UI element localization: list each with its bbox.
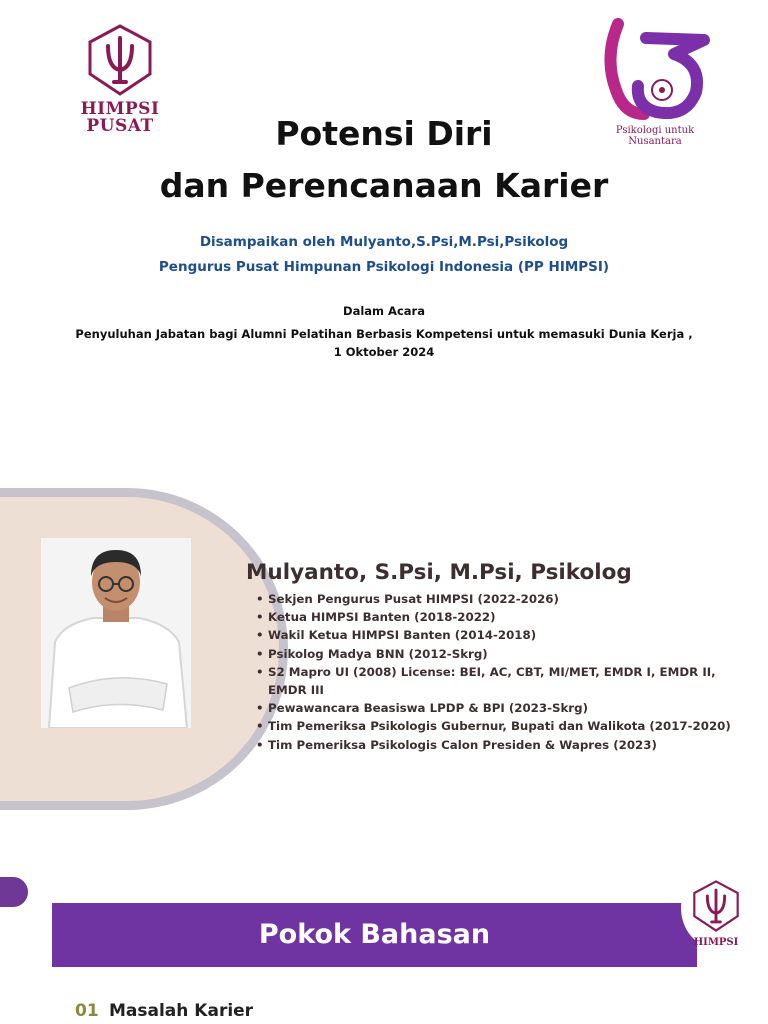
decorative-tab	[0, 877, 28, 907]
credential-item: • Psikolog Madya BNN (2012-Skrg)	[256, 645, 756, 663]
speaker-portrait-icon	[41, 538, 191, 728]
credential-item: • Sekjen Pengurus Pusat HIMPSI (2022-2026)	[256, 590, 756, 608]
page-title-line2: dan Perencanaan Karier	[159, 166, 609, 205]
small-logo-text: HIMPSI	[693, 937, 739, 948]
event-date: 1 Oktober 2024	[333, 345, 435, 359]
agenda-item-label: Masalah Karier	[109, 1001, 254, 1021]
trident-emblem-icon	[84, 24, 156, 96]
credential-item: • Tim Pemeriksa Psikologis Calon Presiden & Wapres (2023)	[256, 736, 756, 754]
credential-item: • Pewawancara Beasiswa LPDP & BPI (2023-Skrg)	[256, 699, 756, 717]
speaker-photo	[41, 538, 191, 728]
logo-text-pusat: PUSAT	[86, 116, 154, 136]
logo-text-himpsi: HIMPSI	[80, 99, 160, 119]
trident-emblem-icon	[690, 876, 742, 936]
event-name: Penyuluhan Jabatan bagi Alumni Pelatihan Berbasis Kompetensi untuk memasuki Dunia Kerja ,	[75, 327, 693, 341]
credential-item: • Wakil Ketua HIMPSI Banten (2014-2018)	[256, 626, 756, 644]
credential-item: • Ketua HIMPSI Banten (2018-2022)	[256, 608, 756, 626]
event-label: Dalam Acara	[343, 304, 425, 318]
presenter-organization: Pengurus Pusat Himpunan Psikologi Indonesia (PP HIMPSI)	[158, 259, 610, 275]
agenda-item-number: 01	[75, 1001, 99, 1021]
himpsi-small-logo	[681, 868, 751, 948]
speaker-name: Mulyanto, S.Psi, M.Psi, Psikolog	[246, 560, 632, 585]
section-title: Pokok Bahasan	[258, 919, 491, 950]
credential-item: • S2 Mapro UI (2008) License: BEI, AC, CBT, MI/MET, EMDR I, EMDR II, EMDR III	[256, 663, 738, 699]
presenter-byline: Disampaikan oleh Mulyanto,S.Psi,M.Psi,Psikolog	[199, 234, 569, 250]
logo-tagline: Psikologi untuk Nusantara	[615, 125, 695, 147]
credential-item: • Tim Pemeriksa Psikologis Gubernur, Bupati dan Walikota (2017-2020)	[256, 717, 756, 735]
page-title-line1: Potensi Diri	[275, 114, 493, 153]
credentials-list	[256, 590, 756, 754]
anniversary-emblem-icon	[600, 18, 710, 122]
